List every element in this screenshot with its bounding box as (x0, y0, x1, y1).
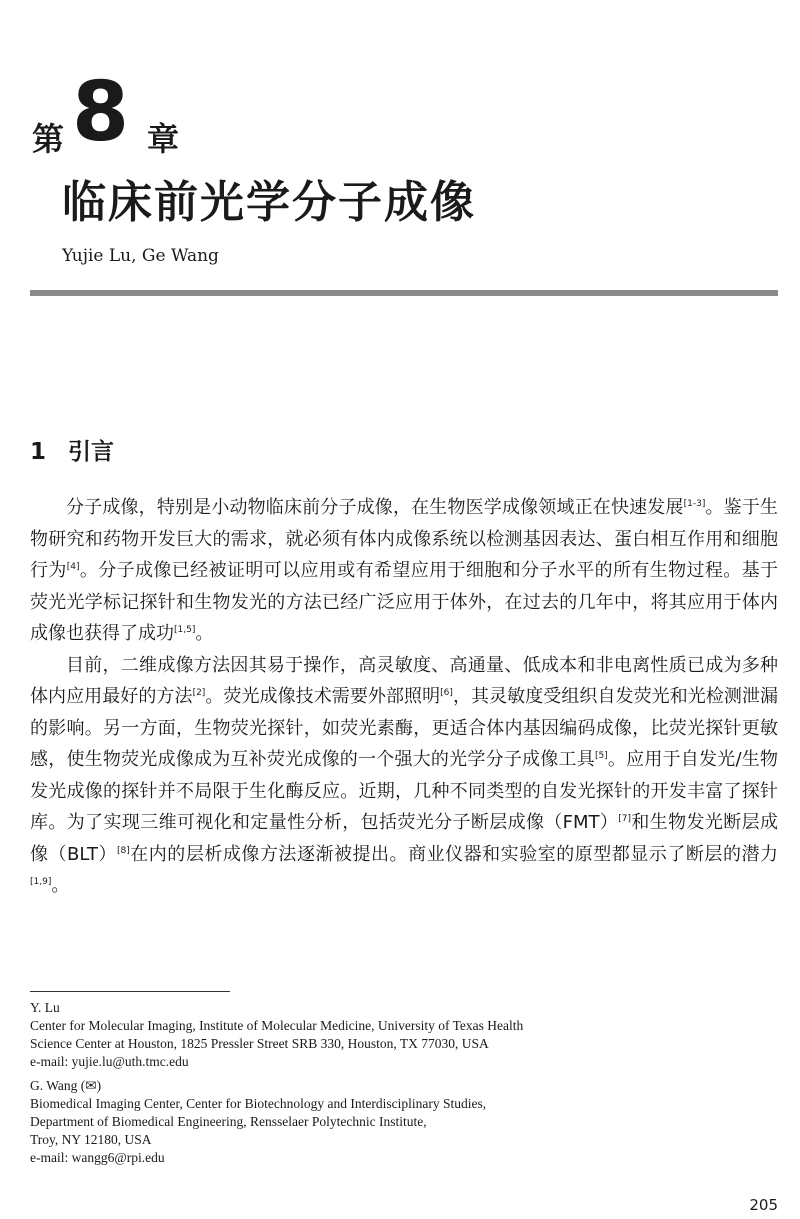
citation-ref: [7] (618, 814, 632, 824)
citation-ref: [1,9] (30, 877, 52, 887)
authors: Yujie Lu, Ge Wang (62, 246, 219, 266)
affiliation-line: e-mail: wangg6@rpi.edu (30, 1150, 165, 1165)
affiliation-line: Department of Biomedical Engineering, Rensselaer Polytechnic Institute, (30, 1114, 427, 1129)
page-number: 205 (749, 1196, 778, 1214)
paragraph: 分子成像，特别是小动物临床前分子成像，在生物医学成像领域正在快速发展[1-3]。鉴于生物研究和药物开发巨大的需求，就必须有体内成像系统以检测基因表达、蛋白相互作用和细胞行为[4]。分子成像已经被证明可以应用或有希望应用于细胞和分子水平的所有生物过程。基于荧光光学标记探针和生物发光的方法已经广泛应用于体外，在过去的几年中，将其应用于体内成像也获得了成功[1,5]。 (30, 497, 779, 644)
citation-ref: [6] (440, 688, 453, 698)
affiliation-line: Biomedical Imaging Center, Center for Biotechnology and Interdisciplinary Studies, (30, 1096, 487, 1111)
section-title: 引言 (68, 439, 115, 465)
body-text (30, 492, 778, 902)
affiliation-line: e-mail: yujie.lu@uth.tmc.edu (30, 1054, 189, 1069)
chapter-suffix: 章 (147, 120, 180, 158)
paragraph: 目前，二维成像方法因其易于操作，高灵敏度、高通量、低成本和非电离性质已成为多种体内应用最好的方法[2]。荧光成像技术需要外部照明[6]，其灵敏度受组织自发荧光和光检测泄漏的影响。另一方面，生物荧光探针，如荧光素酶，更适合体内基因编码成像，比荧光探针更敏感，使生物荧光成像成为互补荧光成像的一个强大的光学分子成像工具[5]。应用于自发光/生物发光成像的探针并不局限于生化酶反应。近期，几种不同类型的自发光探针的开发丰富了探针库。为了实现三维可视化和定量性分析，包括荧光分子断层成像（FMT）[7]和生物发光断层成像（BLT）[8]在内的层析成像方法逐渐被提出。商业仪器和实验室的原型都显示了断层的潜力[1,9]。 (30, 654, 779, 896)
citation-ref: [8] (116, 845, 130, 856)
footnotes (30, 999, 778, 1173)
affiliation-line: Troy, NY 12180, USA (30, 1132, 152, 1147)
author-name: Y. Lu (30, 1000, 60, 1015)
citation-ref: [5] (594, 751, 608, 761)
title-rule (30, 290, 778, 296)
chapter-prefix: 第 (32, 120, 65, 158)
author-affiliation (30, 999, 778, 1071)
chapter-number: 8 (72, 65, 130, 160)
affiliation-line: Center for Molecular Imaging, Institute of Molecular Medicine, University of Texas Health (30, 1018, 524, 1033)
citation-ref: [2] (192, 688, 206, 698)
chapter-title: 临床前光学分子成像 (62, 177, 476, 228)
footnote-rule (30, 991, 230, 992)
citation-ref: [1-3] (683, 499, 706, 509)
section-heading (30, 433, 114, 466)
citation-ref: [1,5] (174, 625, 196, 635)
affiliation-line: Science Center at Houston, 1825 Pressler Street SRB 330, Houston, TX 77030, USA (30, 1036, 489, 1051)
author-affiliation (30, 1077, 778, 1167)
author-name: G. Wang (✉) (30, 1078, 102, 1093)
section-number: 1 (30, 439, 47, 465)
citation-ref: [4] (66, 562, 80, 572)
